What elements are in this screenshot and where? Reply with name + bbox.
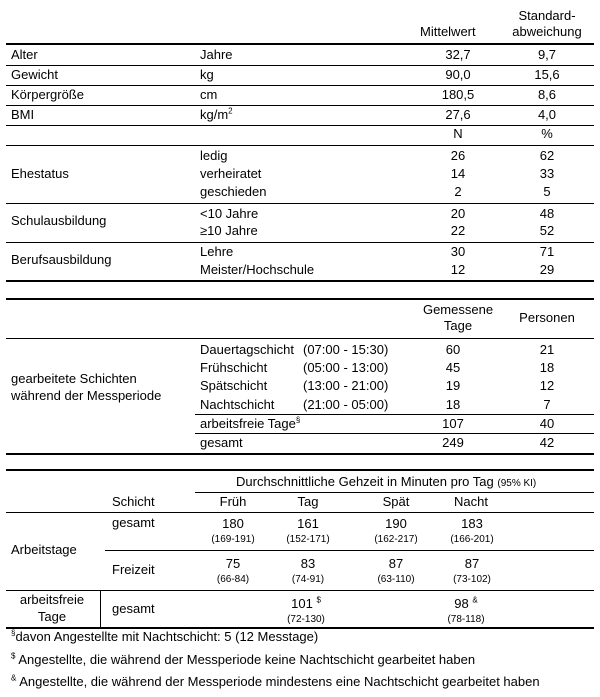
ci-value: (63-110) (377, 574, 415, 585)
ci-value: (169-191) (211, 534, 255, 545)
group-label-line2: während der Messperiode (11, 388, 162, 403)
row-label: BMI (11, 107, 35, 122)
row-label: Körpergröße (11, 87, 84, 102)
category-label: geschieden (200, 184, 267, 199)
row-sd: 4,0 (537, 107, 557, 122)
rule (6, 453, 594, 455)
mean-value: 83 (300, 556, 316, 571)
row-label: Freizeit (112, 562, 155, 577)
table-title: Durchschnittliche Gehzeit in Minuten pro Tag (95% KI) (236, 474, 537, 489)
group-label: Ehestatus (11, 166, 69, 181)
rule (6, 85, 594, 86)
row-unit: Jahre (200, 47, 233, 62)
rule (6, 65, 594, 66)
group-label-line1: arbeitsfreie (19, 592, 85, 607)
mean-value: 75 (225, 556, 241, 571)
category-label: ledig (200, 148, 228, 163)
group-label-line1: gearbeitete Schichten (11, 371, 137, 386)
row-mean: 27,6 (445, 107, 471, 122)
category-pct: 29 (539, 262, 555, 277)
shift-time: (13:00 - 21:00) (303, 378, 389, 393)
rule (6, 242, 594, 243)
footnote: & Angestellte, die während der Messperiode mindestens eine Nachtschicht gearbeitet haben (11, 673, 540, 689)
header-sd-line1: Standard- (518, 8, 576, 23)
total-label: gesamt (200, 435, 243, 450)
category-n: 22 (450, 223, 466, 238)
shift-label: Dauertagschicht (200, 342, 294, 357)
header-pct: % (541, 126, 553, 141)
shift-persons: 21 (539, 342, 555, 357)
footnote: $ Angestellte, die während der Messperiode keine Nachtschicht gearbeitet haben (11, 651, 476, 667)
header-sd-line2: abweichung (512, 24, 582, 39)
header-days-line1: Gemessene (422, 302, 494, 317)
category-label: Meister/Hochschule (200, 262, 315, 277)
row-unit: cm (200, 87, 218, 102)
mean-value: 183 (461, 516, 483, 531)
ci-value: (162-217) (374, 534, 418, 545)
rule (6, 280, 594, 282)
shift-persons: 18 (539, 360, 555, 375)
header-days-line2: Tage (443, 318, 473, 333)
header-mean: Mittelwert (420, 24, 476, 39)
free-day-value: 101 $ (291, 595, 321, 611)
category-pct: 62 (539, 148, 555, 163)
rule (6, 105, 594, 106)
row-mean: 32,7 (445, 47, 471, 62)
rule (6, 590, 594, 591)
shift-persons: 12 (539, 378, 555, 393)
free-day-ci: (72-130) (287, 614, 325, 625)
category-pct: 33 (539, 166, 555, 181)
col-header: Früh (219, 494, 247, 509)
shift-label: Nachtschicht (200, 397, 275, 412)
rule (6, 298, 594, 300)
rule (6, 338, 594, 339)
row-label: gesamt (112, 601, 155, 616)
header-shift: Schicht (112, 494, 155, 509)
rule (6, 469, 594, 471)
shift-persons: 7 (543, 397, 551, 412)
category-label: <10 Jahre (200, 206, 259, 221)
shift-time: (21:00 - 05:00) (303, 397, 389, 412)
ci-value: (66-84) (216, 574, 250, 585)
col-header: Spät (382, 494, 410, 509)
free-night-value: 98 & (454, 595, 478, 611)
mean-value: 87 (464, 556, 480, 571)
category-pct: 52 (539, 223, 555, 238)
rule (195, 433, 594, 434)
category-pct: 5 (543, 184, 551, 199)
group-label-line2: Tage (37, 609, 67, 624)
row-unit: $kg/m^2$ (200, 106, 233, 122)
row-sd: 9,7 (537, 47, 557, 62)
row-sd: 15,6 (534, 67, 560, 82)
footnote: §davon Angestellte mit Nachtschicht: 5 (12 Messtage) (11, 628, 319, 644)
mean-value: 161 (297, 516, 319, 531)
ci-value: (152-171) (286, 534, 330, 545)
row-label: Gewicht (11, 67, 58, 82)
col-header: Tag (297, 494, 319, 509)
shift-days: 60 (445, 342, 461, 357)
shift-label: Spätschicht (200, 378, 268, 393)
category-n: 26 (450, 148, 466, 163)
shift-label: Frühschicht (200, 360, 268, 375)
shift-time: (07:00 - 15:30) (303, 342, 389, 357)
row-unit: kg (200, 67, 214, 82)
row-sd: 8,6 (537, 87, 557, 102)
shift-days: 19 (445, 378, 461, 393)
header-n: N (453, 126, 463, 141)
category-n: 14 (450, 166, 466, 181)
rule (105, 550, 594, 551)
total-days: 249 (442, 435, 464, 450)
mean-value: 180 (222, 516, 244, 531)
category-n: 20 (450, 206, 466, 221)
rule (195, 414, 594, 415)
category-label: verheiratet (200, 166, 262, 181)
rule (195, 492, 594, 493)
category-n: 12 (450, 262, 466, 277)
group-label: Berufsausbildung (11, 252, 112, 267)
shift-days: 45 (445, 360, 461, 375)
header-persons: Personen (519, 310, 575, 325)
mean-value: 87 (388, 556, 404, 571)
category-n: 30 (450, 244, 466, 259)
rule (6, 145, 594, 146)
ci-value: (166-201) (450, 534, 494, 545)
row-mean: 90,0 (445, 67, 471, 82)
category-n: 2 (454, 184, 462, 199)
shift-label: arbeitsfreie Tage§ (200, 415, 301, 431)
col-header: Nacht (454, 494, 488, 509)
ci-value: (73-102) (453, 574, 491, 585)
rule (6, 203, 594, 204)
category-pct: 48 (539, 206, 555, 221)
shift-time: (05:00 - 13:00) (303, 360, 389, 375)
category-label: Lehre (200, 244, 234, 259)
shift-days: 107 (442, 416, 464, 431)
rule (6, 512, 594, 513)
group-label: Schulausbildung (11, 213, 107, 228)
shift-days: 18 (445, 397, 461, 412)
row-label: gesamt (112, 515, 155, 530)
shift-persons: 40 (539, 416, 555, 431)
mean-value: 190 (385, 516, 407, 531)
group-label: Arbeitstage (11, 542, 77, 557)
rule (6, 43, 594, 45)
category-pct: 71 (539, 244, 555, 259)
category-label: ≥10 Jahre (200, 223, 258, 238)
ci-value: (74-91) (291, 574, 325, 585)
column-divider (100, 591, 101, 627)
free-night-ci: (78-118) (447, 614, 485, 625)
row-label: Alter (11, 47, 38, 62)
row-mean: 180,5 (441, 87, 475, 102)
total-persons: 42 (539, 435, 555, 450)
